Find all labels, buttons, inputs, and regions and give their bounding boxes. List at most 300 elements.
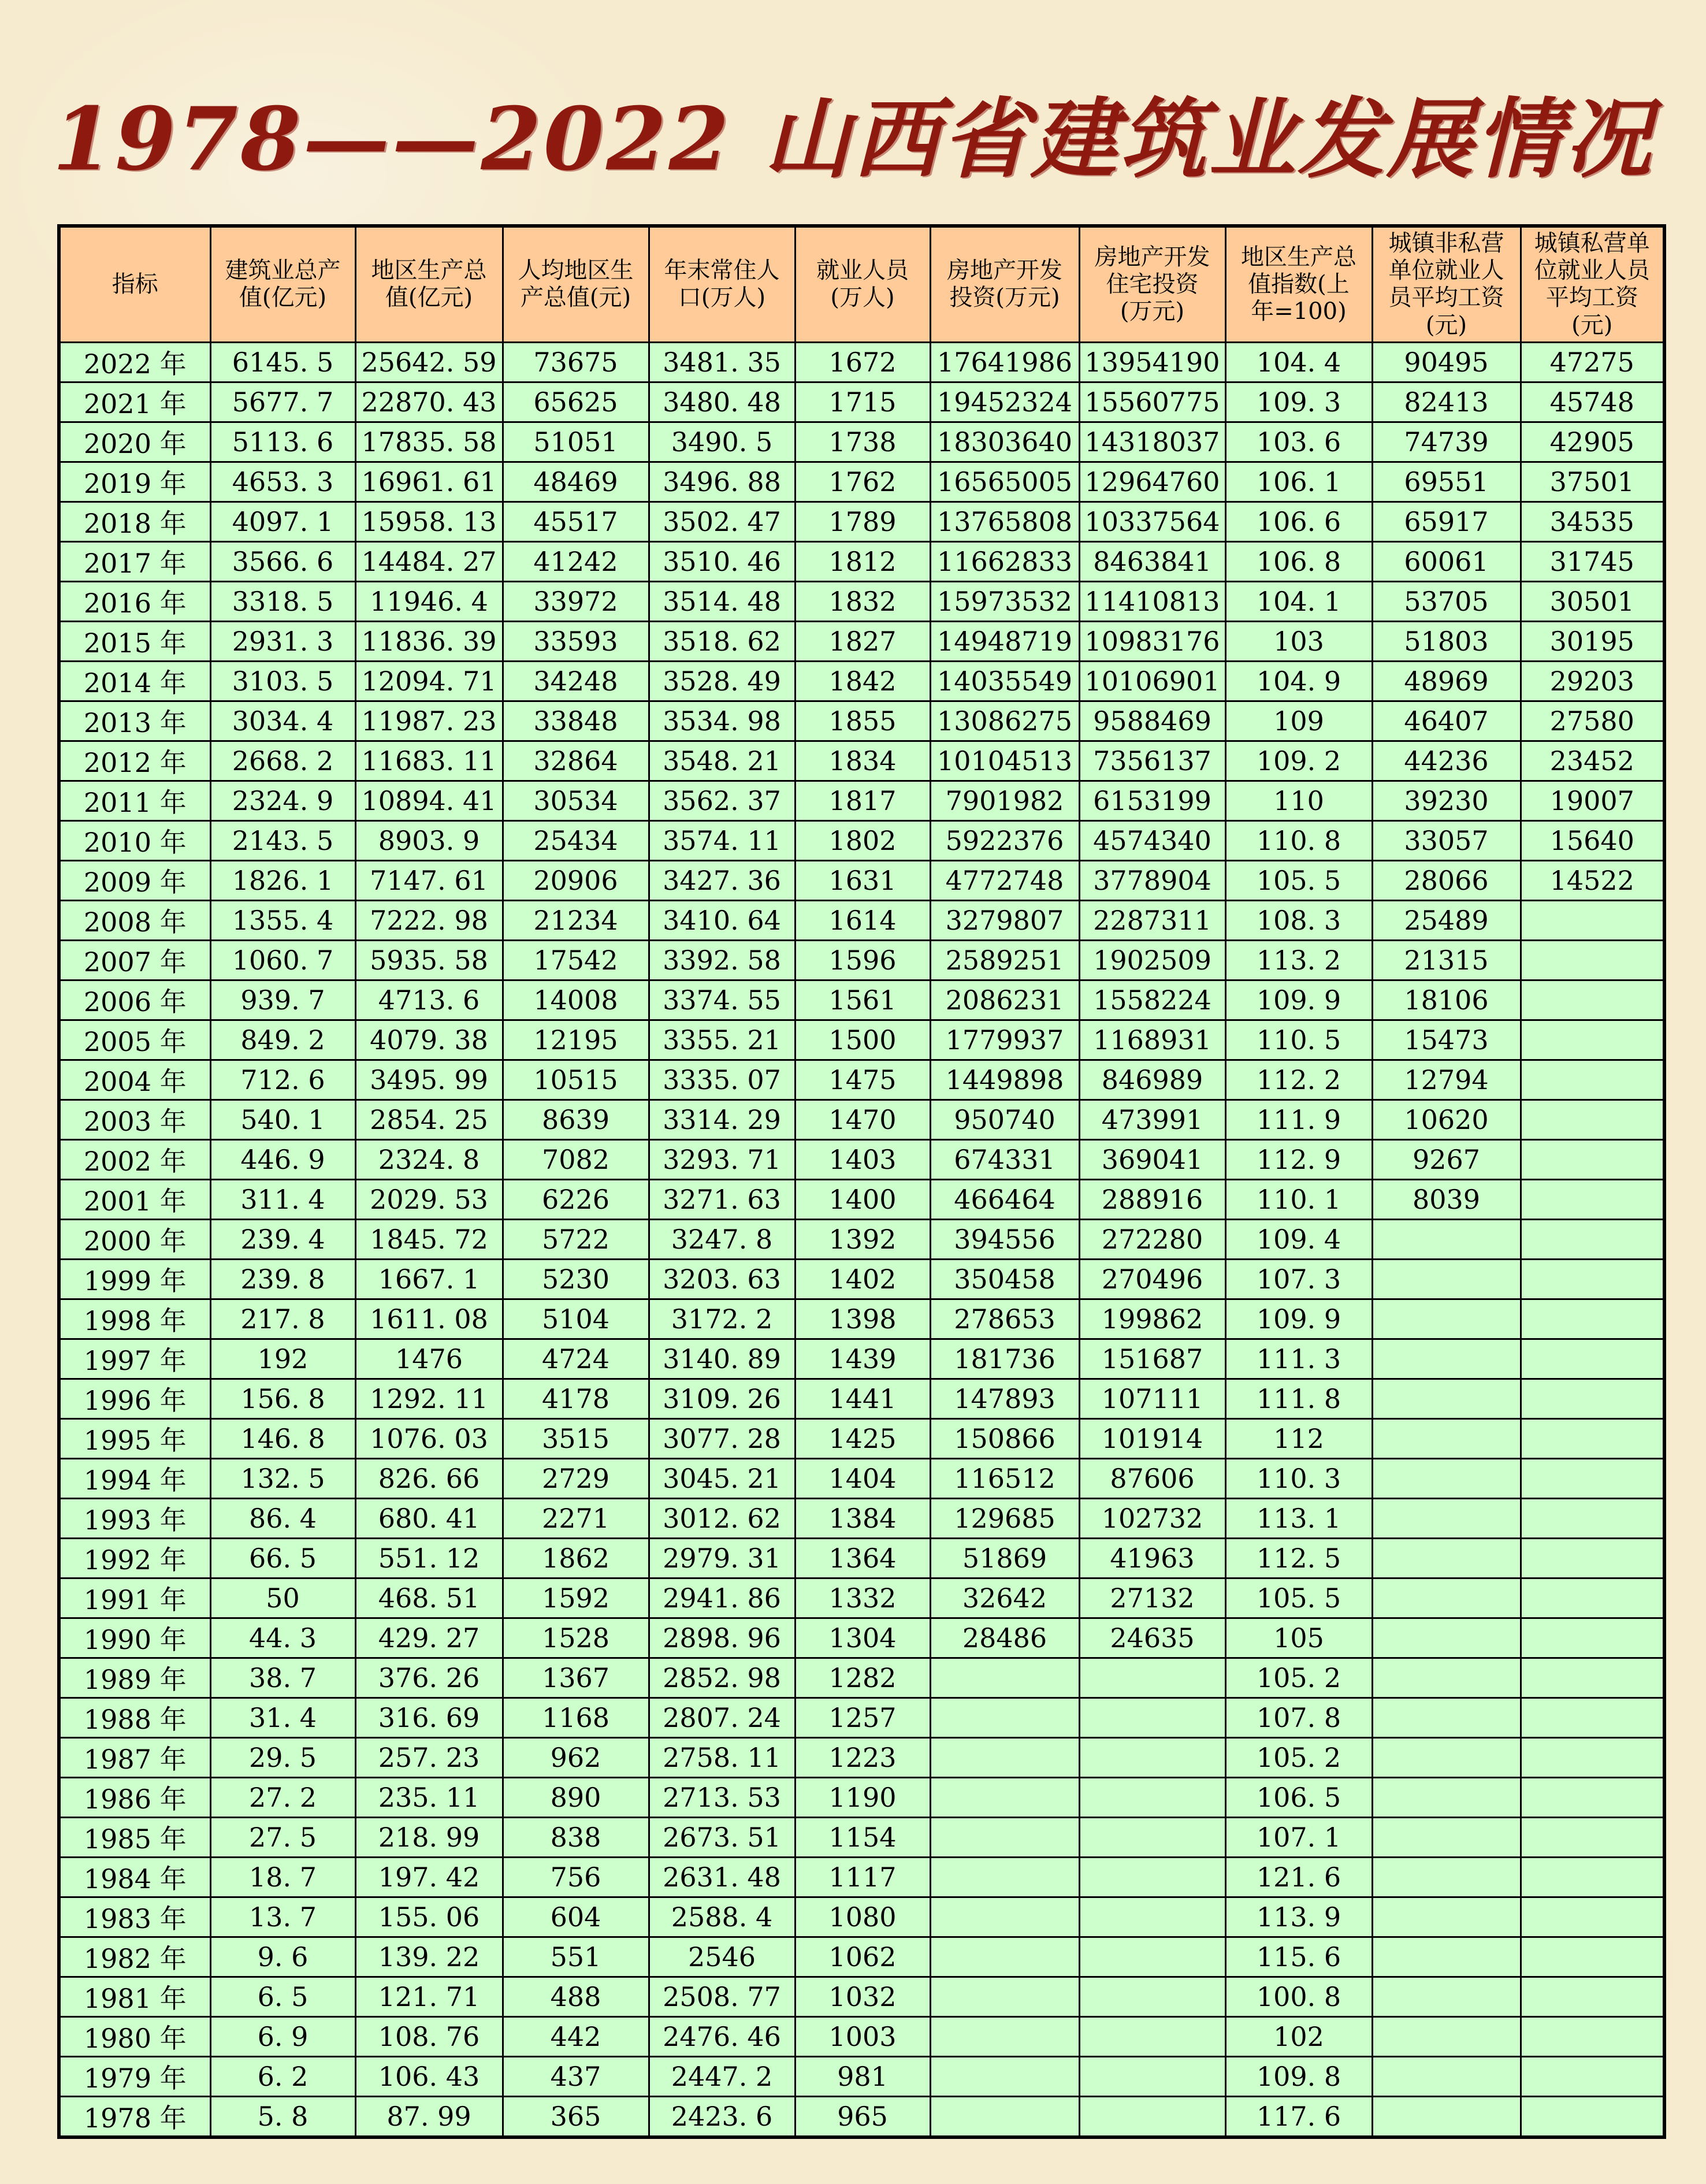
value-cell: 1500 xyxy=(795,1020,930,1060)
year-cell: 1996 年 xyxy=(59,1379,210,1418)
value-cell: 27. 2 xyxy=(210,1777,355,1817)
value-cell: 121. 71 xyxy=(355,1977,503,2016)
value-cell: 1845. 72 xyxy=(355,1219,503,1259)
table-row xyxy=(59,2016,1664,2056)
value-cell xyxy=(1079,1737,1225,1777)
value-cell: 1168931 xyxy=(1079,1020,1225,1060)
table-row xyxy=(59,1937,1664,1977)
value-cell: 2588. 4 xyxy=(649,1897,795,1937)
year-cell: 1978 年 xyxy=(59,2096,210,2137)
value-cell: 11987. 23 xyxy=(355,701,503,741)
value-cell: 4772748 xyxy=(930,860,1079,900)
value-cell: 846989 xyxy=(1079,1060,1225,1100)
value-cell: 18106 xyxy=(1372,980,1521,1020)
value-cell: 1190 xyxy=(795,1777,930,1817)
year-cell: 2016 年 xyxy=(59,581,210,621)
value-cell: 181736 xyxy=(930,1339,1079,1379)
value-cell: 3410. 64 xyxy=(649,900,795,940)
value-cell: 14948719 xyxy=(930,621,1079,661)
value-cell: 109. 8 xyxy=(1225,2056,1372,2096)
value-cell: 11662833 xyxy=(930,541,1079,581)
value-cell: 2287311 xyxy=(1079,900,1225,940)
value-cell xyxy=(1521,2016,1664,2056)
value-cell: 5935. 58 xyxy=(355,940,503,980)
value-cell xyxy=(1521,1857,1664,1897)
value-cell xyxy=(1521,1299,1664,1339)
value-cell: 3012. 62 xyxy=(649,1498,795,1538)
value-cell: 2713. 53 xyxy=(649,1777,795,1817)
year-cell: 1980 年 xyxy=(59,2016,210,2056)
column-header-1: 建筑业总产值(亿元) xyxy=(210,226,355,342)
value-cell: 48469 xyxy=(503,462,649,502)
value-cell xyxy=(1521,1060,1664,1100)
value-cell: 38. 7 xyxy=(210,1658,355,1698)
value-cell: 14484. 27 xyxy=(355,541,503,581)
column-header-4: 年末常住人口(万人) xyxy=(649,226,795,342)
value-cell: 1400 xyxy=(795,1179,930,1219)
value-cell: 2271 xyxy=(503,1498,649,1538)
value-cell: 7356137 xyxy=(1079,741,1225,781)
value-cell: 1392 xyxy=(795,1219,930,1259)
value-cell: 13. 7 xyxy=(210,1897,355,1937)
value-cell xyxy=(1521,1498,1664,1538)
value-cell: 235. 11 xyxy=(355,1777,503,1817)
table-row xyxy=(59,2056,1664,2096)
value-cell xyxy=(930,1737,1079,1777)
value-cell: 7147. 61 xyxy=(355,860,503,900)
value-cell: 1476 xyxy=(355,1339,503,1379)
value-cell: 826. 66 xyxy=(355,1458,503,1498)
value-cell xyxy=(1372,2056,1521,2096)
value-cell: 3562. 37 xyxy=(649,781,795,820)
value-cell: 6153199 xyxy=(1079,781,1225,820)
value-cell: 65917 xyxy=(1372,502,1521,541)
value-cell: 981 xyxy=(795,2056,930,2096)
value-cell: 41963 xyxy=(1079,1538,1225,1578)
value-cell: 1076. 03 xyxy=(355,1418,503,1458)
value-cell: 1292. 11 xyxy=(355,1379,503,1418)
value-cell: 8903. 9 xyxy=(355,820,503,860)
value-cell: 965 xyxy=(795,2096,930,2137)
value-cell: 2898. 96 xyxy=(649,1618,795,1658)
column-header-2: 地区生产总值(亿元) xyxy=(355,226,503,342)
value-cell: 129685 xyxy=(930,1498,1079,1538)
value-cell: 110. 1 xyxy=(1225,1179,1372,1219)
value-cell: 111. 9 xyxy=(1225,1100,1372,1139)
value-cell: 103 xyxy=(1225,621,1372,661)
value-cell xyxy=(1372,1977,1521,2016)
value-cell: 28486 xyxy=(930,1618,1079,1658)
value-cell: 1596 xyxy=(795,940,930,980)
value-cell: 1060. 7 xyxy=(210,940,355,980)
value-cell: 1817 xyxy=(795,781,930,820)
value-cell: 106. 43 xyxy=(355,2056,503,2096)
value-cell: 8463841 xyxy=(1079,541,1225,581)
value-cell: 1528 xyxy=(503,1618,649,1658)
value-cell: 3140. 89 xyxy=(649,1339,795,1379)
value-cell: 1403 xyxy=(795,1139,930,1179)
value-cell xyxy=(930,1658,1079,1698)
year-cell: 1983 年 xyxy=(59,1897,210,1937)
value-cell: 87. 99 xyxy=(355,2096,503,2137)
value-cell xyxy=(1079,1977,1225,2016)
value-cell: 278653 xyxy=(930,1299,1079,1339)
value-cell: 3528. 49 xyxy=(649,661,795,701)
value-cell: 1475 xyxy=(795,1060,930,1100)
value-cell: 316. 69 xyxy=(355,1698,503,1737)
table-row xyxy=(59,1737,1664,1777)
column-header-6: 房地产开发投资(万元) xyxy=(930,226,1079,342)
year-cell: 2013 年 xyxy=(59,701,210,741)
value-cell: 53705 xyxy=(1372,581,1521,621)
value-cell: 4178 xyxy=(503,1379,649,1418)
value-cell: 376. 26 xyxy=(355,1658,503,1698)
value-cell: 31. 4 xyxy=(210,1698,355,1737)
value-cell: 105. 5 xyxy=(1225,1578,1372,1618)
value-cell xyxy=(1521,1458,1664,1498)
value-cell: 1672 xyxy=(795,342,930,382)
value-cell: 1304 xyxy=(795,1618,930,1658)
value-cell: 13086275 xyxy=(930,701,1079,741)
year-cell: 2009 年 xyxy=(59,860,210,900)
value-cell xyxy=(1372,1937,1521,1977)
value-cell xyxy=(930,1777,1079,1817)
value-cell: 466464 xyxy=(930,1179,1079,1219)
value-cell xyxy=(1521,900,1664,940)
year-cell: 2018 年 xyxy=(59,502,210,541)
value-cell: 1364 xyxy=(795,1538,930,1578)
value-cell: 2729 xyxy=(503,1458,649,1498)
value-cell: 1398 xyxy=(795,1299,930,1339)
value-cell: 10983176 xyxy=(1079,621,1225,661)
value-cell: 11836. 39 xyxy=(355,621,503,661)
value-cell: 1439 xyxy=(795,1339,930,1379)
value-cell: 19452324 xyxy=(930,382,1079,422)
value-cell: 107. 3 xyxy=(1225,1259,1372,1299)
value-cell: 7901982 xyxy=(930,781,1079,820)
value-cell: 104. 4 xyxy=(1225,342,1372,382)
table-row xyxy=(59,1100,1664,1139)
value-cell: 1592 xyxy=(503,1578,649,1618)
value-cell: 5677. 7 xyxy=(210,382,355,422)
value-cell xyxy=(1372,2016,1521,2056)
value-cell: 12195 xyxy=(503,1020,649,1060)
value-cell xyxy=(1372,1339,1521,1379)
value-cell: 369041 xyxy=(1079,1139,1225,1179)
value-cell: 674331 xyxy=(930,1139,1079,1179)
value-cell: 4079. 38 xyxy=(355,1020,503,1060)
value-cell: 849. 2 xyxy=(210,1020,355,1060)
year-cell: 2014 年 xyxy=(59,661,210,701)
value-cell: 1470 xyxy=(795,1100,930,1139)
value-cell xyxy=(1372,1658,1521,1698)
value-cell: 939. 7 xyxy=(210,980,355,1020)
year-cell: 1990 年 xyxy=(59,1618,210,1658)
value-cell: 27132 xyxy=(1079,1578,1225,1618)
value-cell: 51869 xyxy=(930,1538,1079,1578)
value-cell: 3045. 21 xyxy=(649,1458,795,1498)
column-header-8: 地区生产总值指数(上年=100) xyxy=(1225,226,1372,342)
value-cell xyxy=(1079,1937,1225,1977)
value-cell: 100. 8 xyxy=(1225,1977,1372,2016)
year-cell: 1984 年 xyxy=(59,1857,210,1897)
value-cell xyxy=(930,2056,1079,2096)
value-cell: 2852. 98 xyxy=(649,1658,795,1698)
value-cell: 3271. 63 xyxy=(649,1179,795,1219)
value-cell: 1449898 xyxy=(930,1060,1079,1100)
table-row xyxy=(59,1777,1664,1817)
value-cell xyxy=(930,2096,1079,2137)
value-cell: 1404 xyxy=(795,1458,930,1498)
year-cell: 1981 年 xyxy=(59,1977,210,2016)
value-cell: 30534 xyxy=(503,781,649,820)
value-cell xyxy=(1079,2096,1225,2137)
table-row xyxy=(59,1339,1664,1379)
value-cell: 139. 22 xyxy=(355,1937,503,1977)
table-row xyxy=(59,1179,1664,1219)
value-cell: 15473 xyxy=(1372,1020,1521,1060)
value-cell: 12964760 xyxy=(1079,462,1225,502)
value-cell: 9588469 xyxy=(1079,701,1225,741)
table-row xyxy=(59,1020,1664,1060)
value-cell: 82413 xyxy=(1372,382,1521,422)
value-cell: 270496 xyxy=(1079,1259,1225,1299)
value-cell: 113. 9 xyxy=(1225,1897,1372,1937)
value-cell: 1812 xyxy=(795,541,930,581)
value-cell: 446. 9 xyxy=(210,1139,355,1179)
column-header-5: 就业人员(万人) xyxy=(795,226,930,342)
value-cell: 540. 1 xyxy=(210,1100,355,1139)
value-cell xyxy=(1372,1897,1521,1937)
value-cell: 6145. 5 xyxy=(210,342,355,382)
value-cell: 1332 xyxy=(795,1578,930,1618)
table-row xyxy=(59,781,1664,820)
value-cell: 8039 xyxy=(1372,1179,1521,1219)
value-cell: 2854. 25 xyxy=(355,1100,503,1139)
year-cell: 2008 年 xyxy=(59,900,210,940)
table-row xyxy=(59,382,1664,422)
value-cell: 3566. 6 xyxy=(210,541,355,581)
year-cell: 2002 年 xyxy=(59,1139,210,1179)
value-cell: 257. 23 xyxy=(355,1737,503,1777)
table-row xyxy=(59,1897,1664,1937)
value-cell: 22870. 43 xyxy=(355,382,503,422)
value-cell: 3203. 63 xyxy=(649,1259,795,1299)
value-cell: 19007 xyxy=(1521,781,1664,820)
value-cell: 950740 xyxy=(930,1100,1079,1139)
value-cell: 6. 9 xyxy=(210,2016,355,2056)
value-cell: 3534. 98 xyxy=(649,701,795,741)
year-cell: 1997 年 xyxy=(59,1339,210,1379)
value-cell: 106. 1 xyxy=(1225,462,1372,502)
value-cell: 121. 6 xyxy=(1225,1857,1372,1897)
value-cell: 3515 xyxy=(503,1418,649,1458)
column-header-7: 房地产开发住宅投资(万元) xyxy=(1079,226,1225,342)
table-row xyxy=(59,1139,1664,1179)
value-cell xyxy=(930,1937,1079,1977)
year-cell: 1993 年 xyxy=(59,1498,210,1538)
value-cell: 3495. 99 xyxy=(355,1060,503,1100)
value-cell: 147893 xyxy=(930,1379,1079,1418)
value-cell: 7082 xyxy=(503,1139,649,1179)
year-cell: 2010 年 xyxy=(59,820,210,860)
table-row xyxy=(59,1817,1664,1857)
table-row xyxy=(59,621,1664,661)
value-cell: 3355. 21 xyxy=(649,1020,795,1060)
value-cell xyxy=(1372,1817,1521,1857)
value-cell: 5113. 6 xyxy=(210,422,355,462)
value-cell: 11946. 4 xyxy=(355,581,503,621)
value-cell: 156. 8 xyxy=(210,1379,355,1418)
year-cell: 2005 年 xyxy=(59,1020,210,1060)
value-cell: 890 xyxy=(503,1777,649,1817)
value-cell: 1384 xyxy=(795,1498,930,1538)
value-cell: 29. 5 xyxy=(210,1737,355,1777)
value-cell: 107. 8 xyxy=(1225,1698,1372,1737)
value-cell: 2324. 9 xyxy=(210,781,355,820)
value-cell: 3077. 28 xyxy=(649,1418,795,1458)
value-cell: 34248 xyxy=(503,661,649,701)
value-cell: 44. 3 xyxy=(210,1618,355,1658)
value-cell: 1631 xyxy=(795,860,930,900)
table-row xyxy=(59,661,1664,701)
table-row xyxy=(59,2096,1664,2137)
value-cell: 1802 xyxy=(795,820,930,860)
value-cell: 1834 xyxy=(795,741,930,781)
value-cell xyxy=(1079,1897,1225,1937)
value-cell: 107. 1 xyxy=(1225,1817,1372,1857)
table-row xyxy=(59,1299,1664,1339)
value-cell: 2143. 5 xyxy=(210,820,355,860)
value-cell: 113. 2 xyxy=(1225,940,1372,980)
value-cell: 21315 xyxy=(1372,940,1521,980)
value-cell: 9. 6 xyxy=(210,1937,355,1977)
value-cell: 15560775 xyxy=(1079,382,1225,422)
value-cell: 197. 42 xyxy=(355,1857,503,1897)
value-cell: 394556 xyxy=(930,1219,1079,1259)
year-cell: 1992 年 xyxy=(59,1538,210,1578)
value-cell xyxy=(1079,1817,1225,1857)
value-cell: 44236 xyxy=(1372,741,1521,781)
value-cell: 3502. 47 xyxy=(649,502,795,541)
value-cell: 18. 7 xyxy=(210,1857,355,1897)
value-cell: 101914 xyxy=(1079,1418,1225,1458)
value-cell: 488 xyxy=(503,1977,649,2016)
value-cell: 34535 xyxy=(1521,502,1664,541)
value-cell xyxy=(1079,1777,1225,1817)
year-cell: 1986 年 xyxy=(59,1777,210,1817)
value-cell: 551 xyxy=(503,1937,649,1977)
value-cell xyxy=(1372,1737,1521,1777)
table-body xyxy=(59,342,1664,2137)
table-row xyxy=(59,1418,1664,1458)
value-cell: 3427. 36 xyxy=(649,860,795,900)
value-cell: 5722 xyxy=(503,1219,649,1259)
value-cell xyxy=(1079,2016,1225,2056)
value-cell: 10106901 xyxy=(1079,661,1225,701)
value-cell: 2589251 xyxy=(930,940,1079,980)
value-cell: 6. 5 xyxy=(210,1977,355,2016)
value-cell: 1367 xyxy=(503,1658,649,1698)
value-cell: 2631. 48 xyxy=(649,1857,795,1897)
value-cell: 551. 12 xyxy=(355,1538,503,1578)
value-cell: 1826. 1 xyxy=(210,860,355,900)
year-cell: 1991 年 xyxy=(59,1578,210,1618)
value-cell: 218. 99 xyxy=(355,1817,503,1857)
value-cell: 1902509 xyxy=(1079,940,1225,980)
value-cell: 3481. 35 xyxy=(649,342,795,382)
value-cell xyxy=(1372,1219,1521,1259)
table-row xyxy=(59,820,1664,860)
value-cell: 15640 xyxy=(1521,820,1664,860)
value-cell xyxy=(1521,1698,1664,1737)
year-cell: 2017 年 xyxy=(59,541,210,581)
value-cell: 32864 xyxy=(503,741,649,781)
value-cell: 51803 xyxy=(1372,621,1521,661)
value-cell: 109. 4 xyxy=(1225,1219,1372,1259)
value-cell: 17641986 xyxy=(930,342,1079,382)
value-cell: 6226 xyxy=(503,1179,649,1219)
statistics-table xyxy=(57,224,1666,2139)
value-cell: 12794 xyxy=(1372,1060,1521,1100)
value-cell xyxy=(1372,1578,1521,1618)
value-cell: 17542 xyxy=(503,940,649,980)
value-cell: 51051 xyxy=(503,422,649,462)
value-cell: 30501 xyxy=(1521,581,1664,621)
value-cell: 1762 xyxy=(795,462,930,502)
value-cell: 1282 xyxy=(795,1658,930,1698)
table-row xyxy=(59,342,1664,382)
value-cell: 2324. 8 xyxy=(355,1139,503,1179)
value-cell: 192 xyxy=(210,1339,355,1379)
value-cell: 3548. 21 xyxy=(649,741,795,781)
year-cell: 1995 年 xyxy=(59,1418,210,1458)
value-cell: 14318037 xyxy=(1079,422,1225,462)
table-row xyxy=(59,1698,1664,1737)
value-cell: 962 xyxy=(503,1737,649,1777)
value-cell: 1832 xyxy=(795,581,930,621)
value-cell: 3490. 5 xyxy=(649,422,795,462)
value-cell: 429. 27 xyxy=(355,1618,503,1658)
value-cell: 106. 5 xyxy=(1225,1777,1372,1817)
value-cell: 11683. 11 xyxy=(355,741,503,781)
year-cell: 2001 年 xyxy=(59,1179,210,1219)
value-cell: 5104 xyxy=(503,1299,649,1339)
value-cell: 146. 8 xyxy=(210,1418,355,1458)
value-cell: 3374. 55 xyxy=(649,980,795,1020)
value-cell: 1402 xyxy=(795,1259,930,1299)
value-cell: 33593 xyxy=(503,621,649,661)
year-cell: 2003 年 xyxy=(59,1100,210,1139)
value-cell xyxy=(1372,1418,1521,1458)
year-cell: 1987 年 xyxy=(59,1737,210,1777)
value-cell: 1789 xyxy=(795,502,930,541)
value-cell xyxy=(1372,1857,1521,1897)
year-cell: 1985 年 xyxy=(59,1817,210,1857)
table-row xyxy=(59,1538,1664,1578)
value-cell: 24635 xyxy=(1079,1618,1225,1658)
table-row xyxy=(59,422,1664,462)
value-cell xyxy=(1521,1339,1664,1379)
value-cell: 239. 4 xyxy=(210,1219,355,1259)
value-cell: 110. 8 xyxy=(1225,820,1372,860)
value-cell: 25489 xyxy=(1372,900,1521,940)
table-row xyxy=(59,1578,1664,1618)
value-cell: 3778904 xyxy=(1079,860,1225,900)
value-cell xyxy=(1372,1458,1521,1498)
value-cell: 16961. 61 xyxy=(355,462,503,502)
table-row xyxy=(59,1219,1664,1259)
